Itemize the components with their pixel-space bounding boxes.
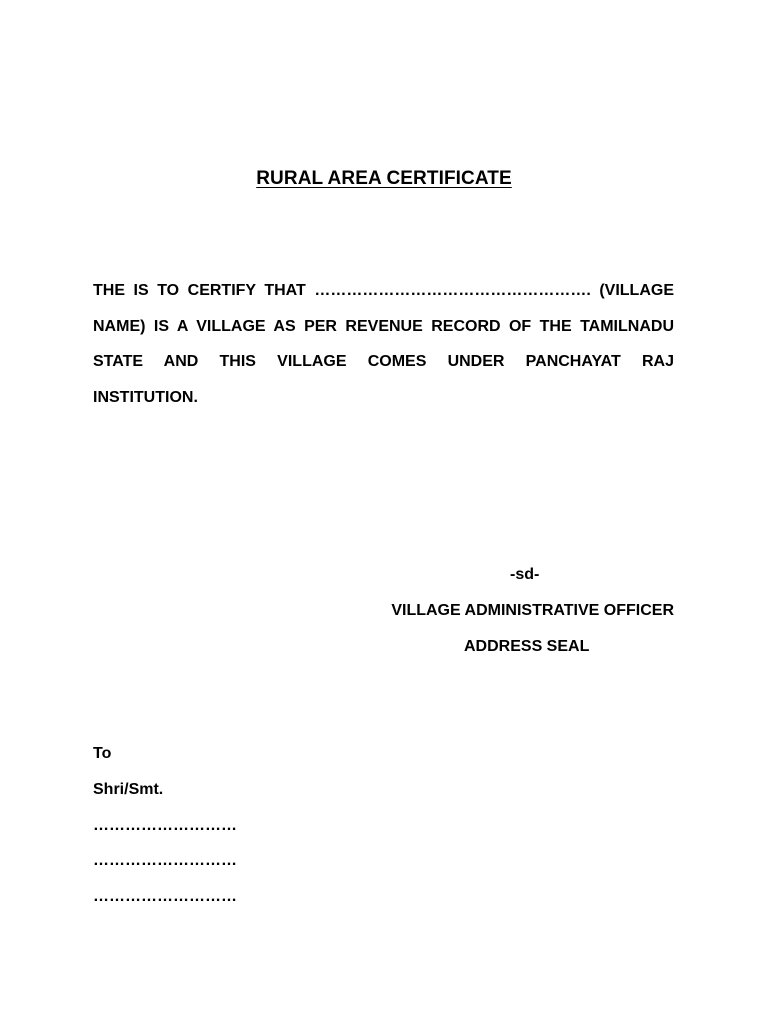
signature-mark: -sd- [510,566,540,583]
body-line: INSTITUTION. [93,388,198,406]
address-blank-line: ……………………… [93,817,237,834]
body-line: NAME) IS A VILLAGE AS PER REVENUE RECORD OF THE TAMILNADU [93,317,674,335]
address-seal-label: ADDRESS SEAL [464,638,590,655]
certificate-title: RURAL AREA CERTIFICATE [256,168,512,189]
recipient-to: To [93,745,112,762]
body-line: STATE AND THIS VILLAGE COMES UNDER PANCHAYAT RAJ [93,353,674,370]
address-blank-line: ……………………… [93,852,237,869]
certificate-body [93,273,674,415]
recipient-salutation: Shri/Smt. [93,781,164,798]
address-blank-line: ……………………… [93,888,237,905]
officer-designation: VILLAGE ADMINISTRATIVE OFFICER [391,602,674,619]
body-line: THE IS TO CERTIFY THAT ……………………………………………. (VILLAGE [93,282,674,299]
